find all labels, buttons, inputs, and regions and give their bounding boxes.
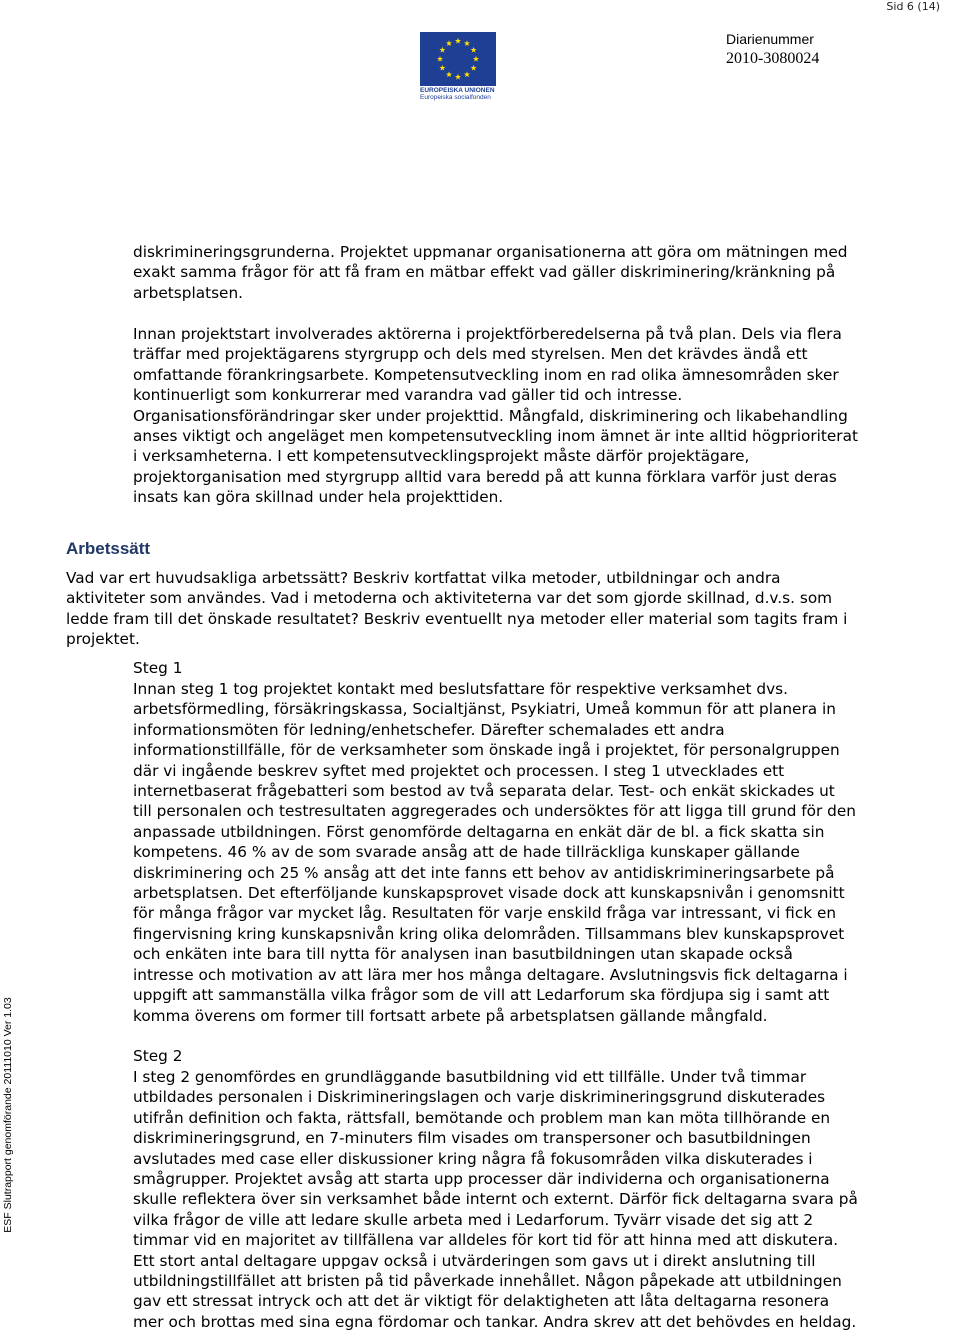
diarienummer-value: 2010-3080024: [726, 50, 820, 67]
step2-body: I steg 2 genomfördes en grundläggande basutbildning vid ett tillfälle. Under två timmar utbildades personalen i Diskrimineringslagen och varje diskrimineringsgrund diskuterades utifrån definition och fakta, rättsfall, bemötande och problem man kan möta tillhörande en diskrimineringsgrund, en 7-minuters film visades om transpersoner och basutbildningen avslutades med case eller diskussioner kring några få fokusområden vilka diskuterades i smågrupper. Projektet avsåg att starta upp processer där individerna och organisationerna skulle reflektera över sin verksamhet både internt och externt. Därför fick deltagarna svara på vilka frågor de ville att ledare skulle arbeta med i Ledarforum. Tyvärr visade det sig att 2 timmar vid en majoritet av tillfällena var alldeles för kort tid för att hinna med att diskutera. Ett stort antal deltagare uppgav också i utvärderingen som gavs ut i direkt anslutning till utbildningstillfället att bristen på tid påverkade innehållet. Någon påpekade att utbildningen gav ett stressat intryck och att det är viktigt för delaktigheten att låta deltagarna resonera mer och brottas med sina egna fördomar och tankar. Andra skrev att det behövdes en heldag.: [133, 1068, 858, 1331]
section-question: Vad var ert huvudsakliga arbetssätt? Beskriv kortfattat vilka metoder, utbildningar och andra aktiviteter som användes. Vad i metoderna och aktiviteterna var det som gjorde skillnad, d.v.s. som ledde fram till det önskade resultatet? Beskriv eventuellt nya metoder eller material som tagits fram i projektet.: [66, 569, 848, 649]
side-footer-text: ESF Slutrapport genomförande 20111010 Ver 1.03: [2, 997, 14, 1233]
paragraph-intro-continued: diskrimineringsgrunderna. Projektet uppmanar organisationerna att göra om mätningen med exakt samma frågor för att få fram en mätbar effekt vad gäller diskriminering/kränkning på arbetsplatsen.: [133, 243, 848, 302]
step1-body: Innan steg 1 tog projektet kontakt med beslutsfattare för respektive verksamhet dvs. arbetsförmedling, försäkringskassa, Socialtjänst, Psykiatri, Umeå kommun för att planera in informationsmöten för ledning/enhetschefer. Därefter schemalades ett andra informationstillfälle, för de verksamheter som önskade ingå i projektet, för personalgruppen där vi ingående beskrev syftet med projektet och processen. I steg 1 utvecklades ett internetbaserat frågebatteri som bestod av två separata delar. Test- och enkät skickades ut till personalen och testresultaten aggregerades och undersöktes för att ligga till grund för den anpassade utbildningen. Först genomförde deltagarna en enkät där de bl. a fick skatta sin kompetens. 46 % av de som svarade ansåg att de hade tillräckliga kunskaper gällande diskriminering och 25 % ansåg att det inte fanns ett behov av antidiskrimineringsarbete på arbetsplatsen. Det efterföljande kunskapsprovet visade dock att kunskapsnivån i genomsnitt för många frågor var mycket låg. Resultaten för varje enskild fråga var intressant, vi fick en fingervisning kring kunskapsnivån kring olika delområden. Tillsammans blev kunskapsprovet och enkäten inte bara till nytta för analysen inan basutbildningen utan skapade också intresse och motivation av att lära mer hos många deltagare. Avslutningsvis fick deltagarna i uppgift att sammanställa vilka frågor som de vill att Ledarforum ska fördjupa sig i samt att komma överens om former till fortsatt arbete på arbetsplatsen gällande mångfald.: [133, 680, 856, 1025]
eu-caption-line1: EUROPEISKA UNIONEN: [420, 87, 495, 94]
eu-flag-icon: [420, 32, 496, 86]
page-number: Sid 6 (14): [886, 0, 940, 13]
eu-logo: [420, 32, 498, 101]
step2-title: Steg 2: [133, 1047, 183, 1065]
diarienummer-block: [726, 31, 819, 68]
paragraph-anchoring: Innan projektstart involverades aktörerna i projektförberedelserna på två plan. Dels via flera träffar med projektägarens styrgrupp och dels med styrelsen. Men det krävdes ändå ett omfattande förankringsarbete. Kompetensutveckling inom en rad olika ämnesområden sker kontinuerligt som konkurrerar med varandra vad gäller tid och intresse. Organisationsförändringar sker under projekttid. Mångfald, diskriminering och likabehandling anses viktigt och angeläget men kompetensutveckling inom ämnet är inte alltid högprioriterat i verksamheterna. I ett kompetensutvecklingsprojekt måste därför projektägare, projektorganisation med styrgrupp alltid vara beredd på att kunna förklara varför just deras insats kan göra skillnad under hela projekttiden.: [133, 325, 858, 507]
section-heading: Arbetssätt: [66, 539, 151, 558]
step1-title: Steg 1: [133, 659, 183, 677]
eu-caption-line2: Europeiska socialfonden: [420, 94, 491, 101]
diarienummer-label: Diarienummer: [726, 31, 814, 47]
eu-caption: [420, 87, 498, 101]
